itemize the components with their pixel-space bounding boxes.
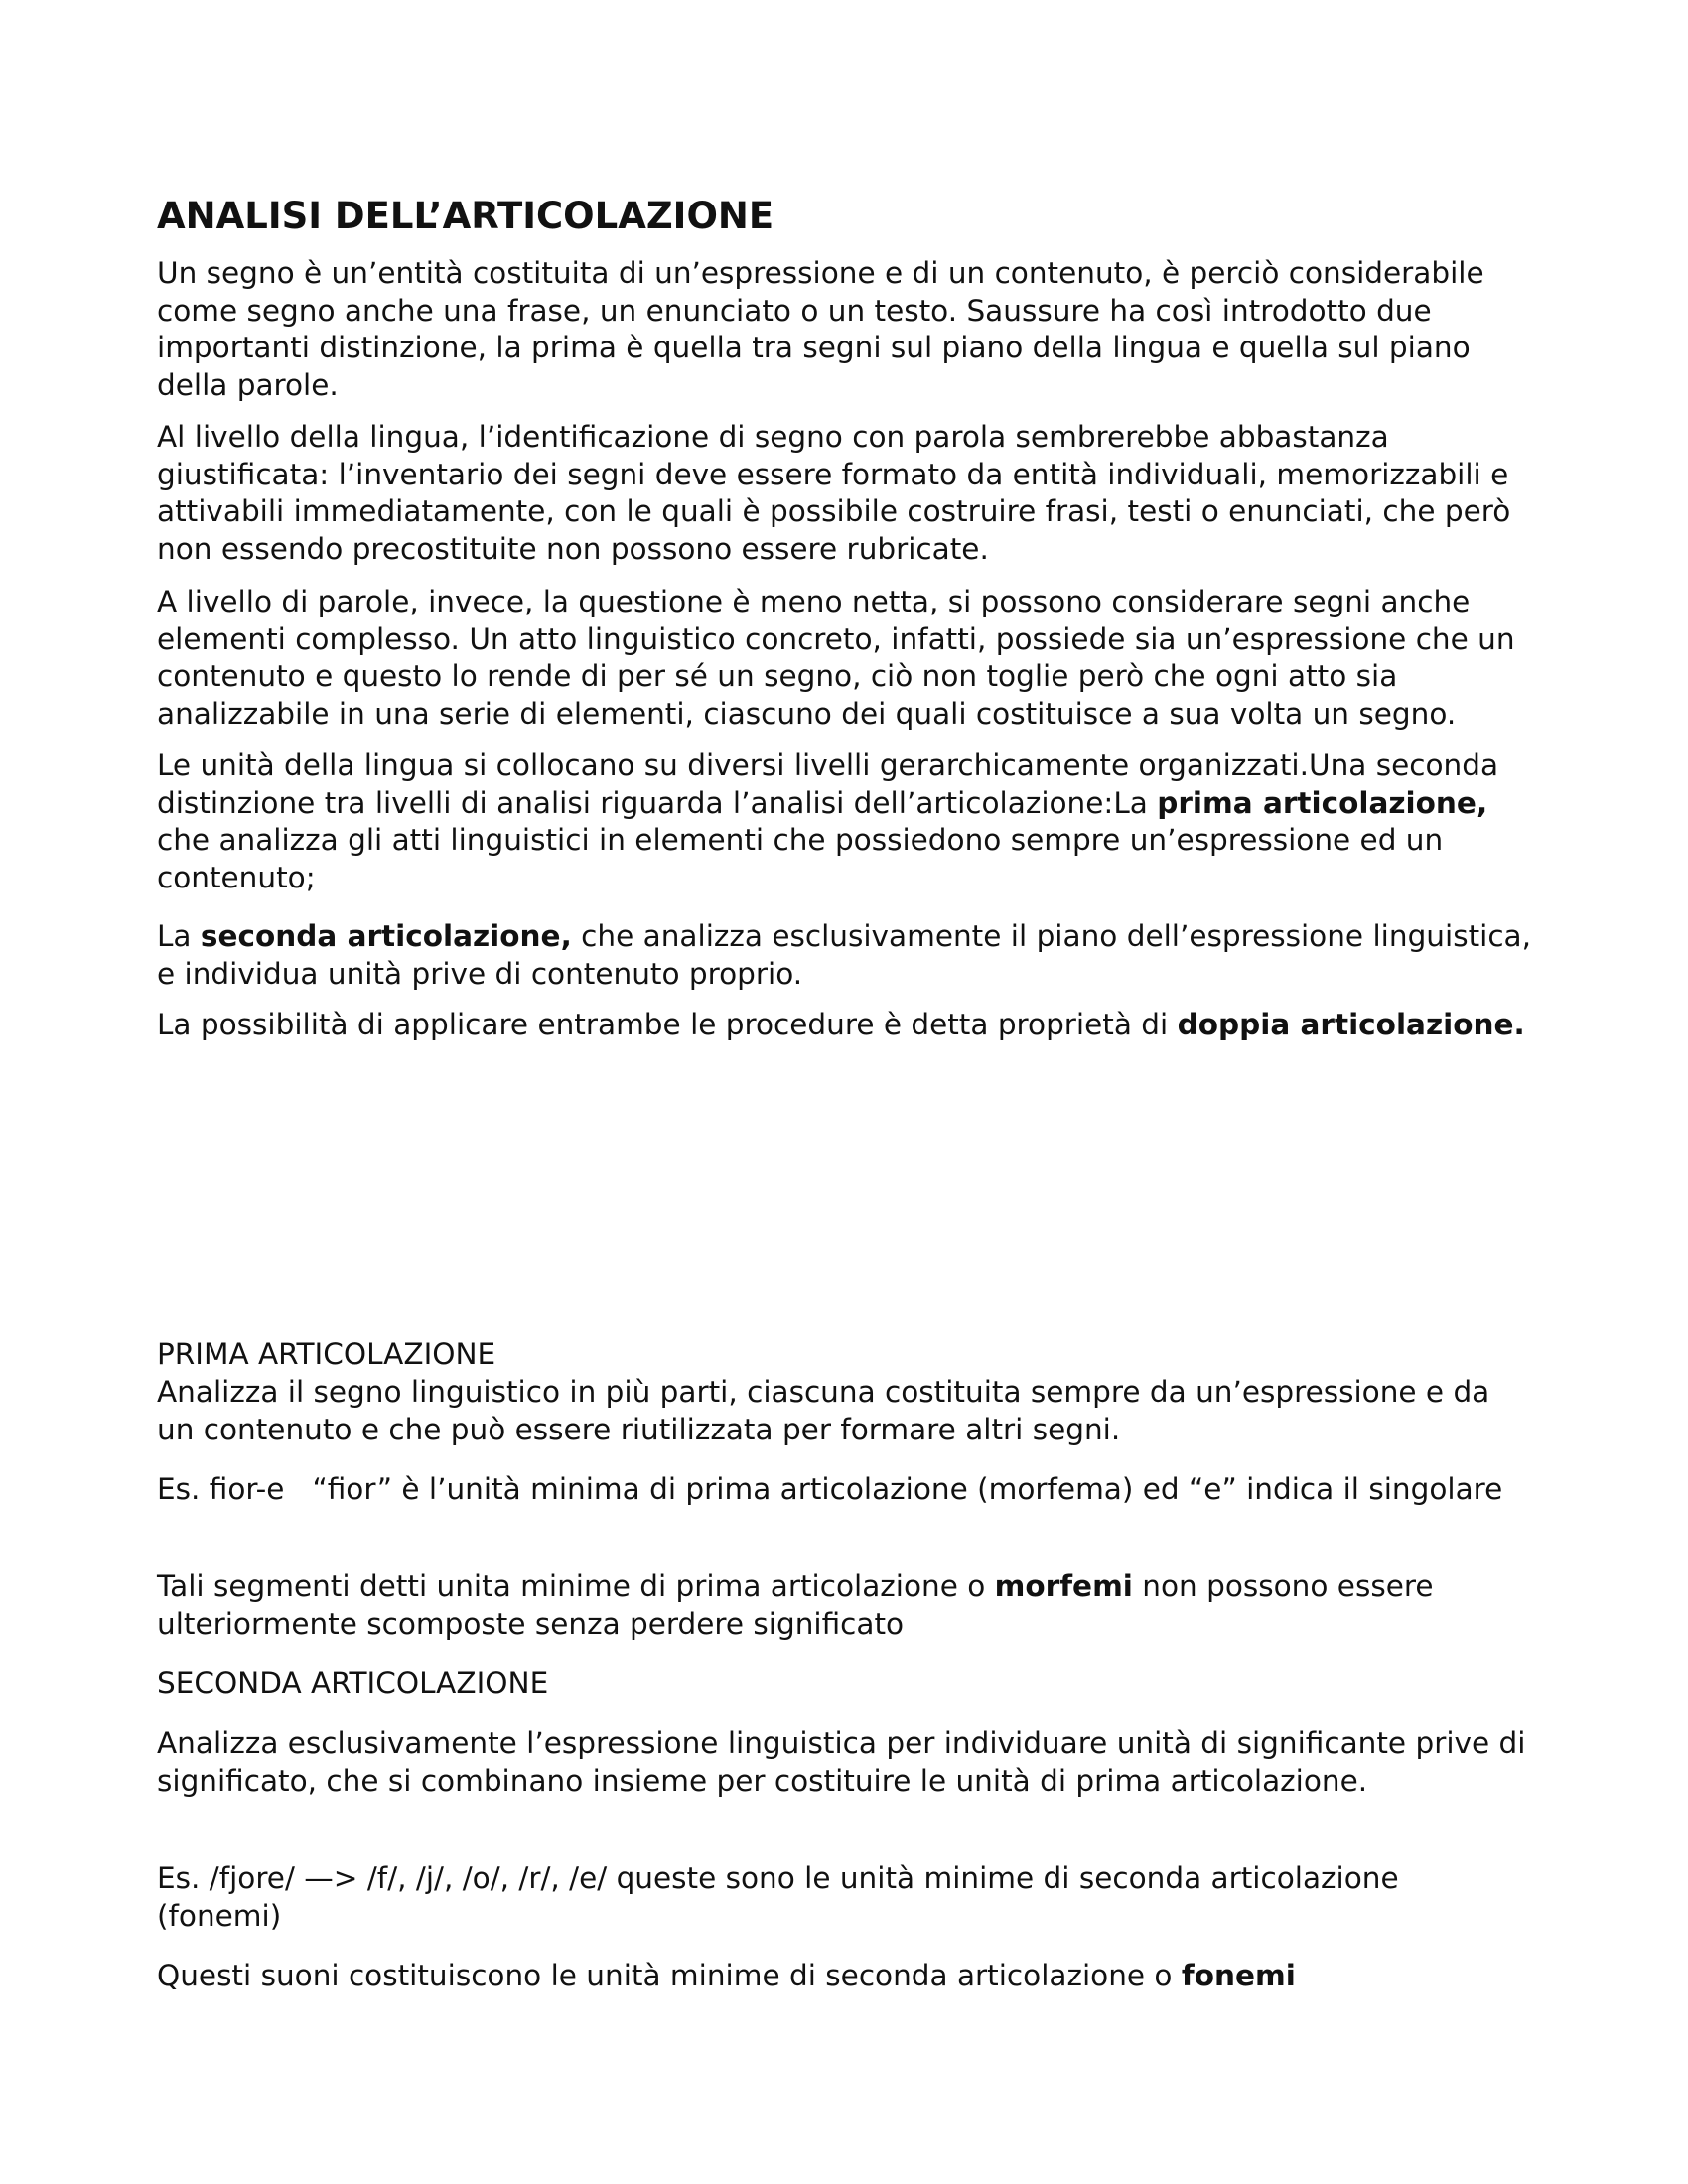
paragraph-5: La seconda articolazione, che analizza esclusivamente il piano dell’espressione linguistica, e individua unità prive di contenuto proprio.	[157, 919, 1531, 991]
bold-fonemi: fonemi	[1181, 1959, 1296, 1992]
section-heading-seconda: SECONDA ARTICOLAZIONE	[157, 1666, 549, 1700]
section-heading-prima: PRIMA ARTICOLAZIONE	[157, 1337, 496, 1371]
paragraph-4: Le unità della lingua si collocano su diversi livelli gerarchicamente organizzati.Una seconda distinzione tra livelli di analisi riguarda l’analisi dell’articolazione:La prima articolazione, che analizza gli atti linguistici in elementi che possiedono sempre un’espressione ed un contenuto;	[157, 749, 1499, 894]
document-title: ANALISI DELL’ARTICOLAZIONE	[157, 195, 774, 237]
section2-example: Es. /fjore/ —> /f/, /j/, /o/, /r/, /e/ queste sono le unità minime di seconda articolazione (fonemi)	[157, 1861, 1399, 1933]
section1-text: Analizza il segno linguistico in più parti, ciascuna costituita sempre da un’espressione e da un contenuto e che può essere riutilizzata per formare altri segni.	[157, 1375, 1490, 1446]
paragraph-3: A livello di parole, invece, la questione è meno netta, si possono considerare segni anche elementi complesso. Un atto linguistico concreto, infatti, possiede sia un’espressione che un contenuto e questo lo rende di per sé un segno, ciò non toglie però che ogni atto sia analizzabile in una serie di elementi, ciascuno dei quali costituisce a sua volta un segno.	[157, 585, 1515, 731]
bold-seconda-articolazione: seconda articolazione,	[200, 919, 572, 953]
paragraph-2: Al livello della lingua, l’identificazione di segno con parola sembrerebbe abbastanza giustificata: l’inventario dei segni deve essere formato da entità individuali, memorizzabili e attivabili immediatamente, con le quali è possibile costruire frasi, testi o enunciati, che però non essendo precostituite non possono essere rubricate.	[157, 420, 1511, 566]
section2-note: Questi suoni costituiscono le unità minime di seconda articolazione o fonemi	[157, 1959, 1296, 1992]
section1-note: Tali segmenti detti unita minime di prima articolazione o morfemi non possono essere ulteriormente scomposte senza perdere significato	[157, 1570, 1434, 1641]
bold-doppia-articolazione: doppia articolazione.	[1177, 1008, 1525, 1041]
paragraph-6: La possibilità di applicare entrambe le procedure è detta proprietà di doppia articolazione.	[157, 1008, 1525, 1041]
section2-text: Analizza esclusivamente l’espressione linguistica per individuare unità di significante prive di significato, che si combinano insieme per costituire le unità di prima articolazione.	[157, 1726, 1526, 1798]
bold-prima-articolazione: prima articolazione,	[1157, 785, 1488, 820]
bold-morfemi: morfemi	[994, 1570, 1133, 1603]
section1-example: Es. fior-e “fior” è l’unità minima di prima articolazione (morfema) ed “e” indica il singolare	[157, 1472, 1503, 1506]
paragraph-1: Un segno è un’entità costituita di un’espressione e di un contenuto, è perciò considerabile come segno anche una frase, un enunciato o un testo. Saussure ha così introdotto due importanti distinzione, la prima è quella tra segni sul piano della lingua e quella sul piano della parole.	[157, 256, 1484, 402]
